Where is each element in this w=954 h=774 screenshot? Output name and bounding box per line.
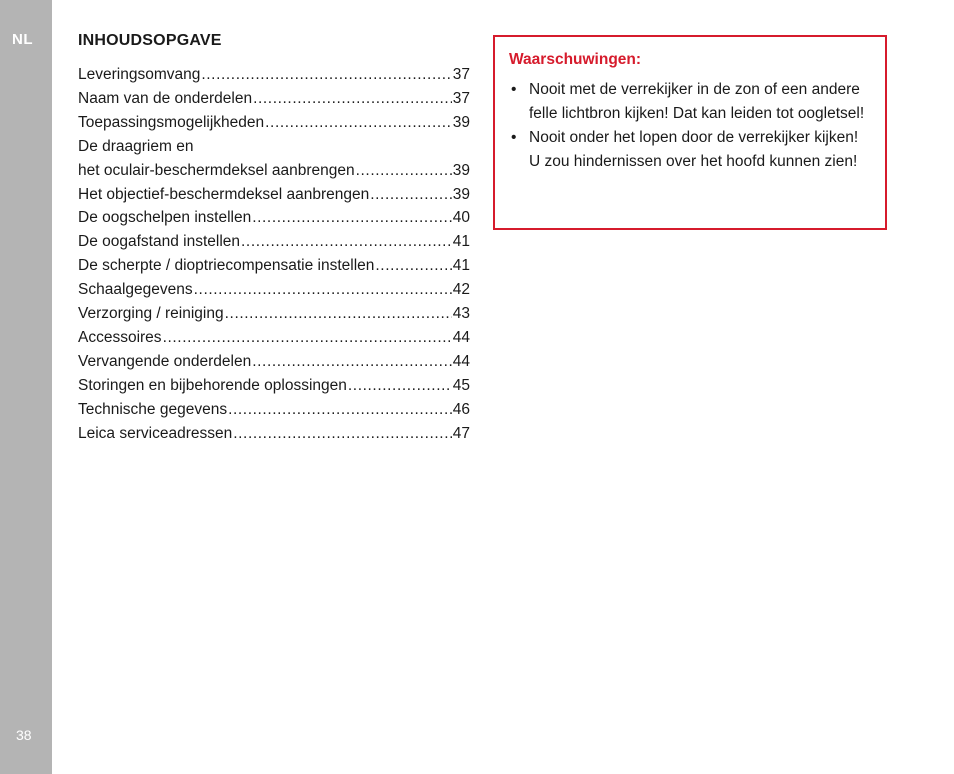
toc-page-number: 39 — [452, 113, 470, 131]
toc-page-number: 45 — [452, 376, 470, 394]
toc-page-number: 37 — [452, 66, 470, 83]
toc-entry-title: De oogschelpen instellen — [78, 209, 252, 227]
toc-dot-leader — [253, 87, 452, 111]
table-of-contents — [78, 31, 470, 446]
toc-dot-leader — [252, 350, 452, 374]
toc-page-number: 39 — [452, 161, 470, 179]
toc-page-number: 47 — [452, 424, 470, 442]
toc-entry[interactable] — [78, 254, 470, 278]
warning-list — [509, 78, 871, 174]
toc-entry[interactable] — [78, 206, 470, 230]
toc-entry[interactable] — [78, 398, 470, 422]
bullet-icon: • — [511, 129, 517, 146]
page-number: 38 — [16, 727, 32, 743]
warning-item — [509, 78, 871, 126]
toc-entry-title: Storingen en bijbehorende oplossingen — [78, 376, 347, 394]
language-tag: NL — [12, 31, 33, 48]
warning-title: Waarschuwingen: — [509, 51, 642, 68]
toc-page-number: 39 — [452, 185, 470, 203]
toc-entry[interactable] — [78, 63, 470, 87]
toc-entry-title: het oculair-beschermdeksel aanbrengen — [78, 161, 355, 179]
bullet-icon: • — [511, 81, 517, 98]
toc-page-number: 46 — [452, 400, 470, 418]
toc-dot-leader — [201, 63, 451, 87]
toc-entry[interactable] — [78, 350, 470, 374]
toc-dot-leader — [194, 278, 452, 302]
toc-entry[interactable] — [78, 87, 470, 111]
toc-entry-title: Naam van de onderdelen — [78, 89, 253, 107]
toc-entry[interactable] — [78, 230, 470, 254]
toc-dot-leader — [375, 254, 451, 278]
toc-list — [78, 63, 470, 446]
toc-entry-title: Leveringsomvang — [78, 66, 201, 83]
toc-dot-leader — [163, 326, 452, 350]
toc-dot-leader — [233, 422, 452, 446]
toc-page-number: 42 — [452, 281, 470, 299]
toc-dot-leader — [241, 230, 452, 254]
toc-dot-leader — [252, 206, 452, 230]
toc-page-number: 37 — [452, 89, 470, 107]
toc-entry-title: Verzorging / reiniging — [78, 305, 224, 323]
toc-page-number: 43 — [452, 305, 470, 323]
toc-entry-title: De scherpte / dioptriecompensatie instellen — [78, 257, 375, 275]
toc-page-number: 40 — [452, 209, 470, 227]
warning-box — [493, 35, 887, 230]
toc-page-number: 41 — [452, 233, 470, 251]
toc-entry-title: Technische gegevens — [78, 400, 228, 418]
toc-dot-leader — [348, 374, 452, 398]
toc-entry-title: Vervangende onderdelen — [78, 352, 252, 370]
toc-entry-title: De oogafstand instellen — [78, 233, 241, 251]
toc-dot-leader — [265, 111, 452, 135]
warning-item — [509, 126, 871, 174]
toc-entry[interactable] — [78, 111, 470, 135]
toc-entry-title-line: De draagriem en — [78, 137, 194, 155]
toc-entry-title: Het objectief-beschermdeksel aanbrengen — [78, 185, 370, 203]
toc-entry[interactable] — [78, 374, 470, 398]
toc-entry[interactable] — [78, 422, 470, 446]
side-bar — [0, 0, 52, 774]
toc-entry[interactable] — [78, 278, 470, 302]
toc-page-number: 41 — [452, 257, 470, 275]
toc-entry[interactable] — [78, 326, 470, 350]
warning-text: Nooit onder het lopen door de verrekijker kijken! U zou hindernissen over het hoofd kunnen zien! — [529, 129, 859, 170]
toc-title: INHOUDSOPGAVE — [78, 32, 222, 49]
toc-dot-leader — [370, 183, 452, 207]
toc-entry[interactable] — [78, 135, 470, 183]
toc-entry-title: Toepassingsmogelijkheden — [78, 113, 265, 131]
warning-text: Nooit met de verrekijker in de zon of een andere felle lichtbron kijken! Dat kan leiden tot oogletsel! — [529, 81, 865, 122]
toc-page-number: 44 — [452, 328, 470, 346]
toc-page-number: 44 — [452, 352, 470, 370]
toc-dot-leader — [228, 398, 452, 422]
toc-dot-leader — [225, 302, 452, 326]
toc-dot-leader — [356, 159, 452, 183]
toc-entry-title: Leica serviceadressen — [78, 424, 233, 442]
toc-entry-title: Accessoires — [78, 328, 162, 346]
toc-entry[interactable] — [78, 302, 470, 326]
toc-entry[interactable] — [78, 183, 470, 207]
toc-entry-title: Schaalgegevens — [78, 281, 193, 299]
